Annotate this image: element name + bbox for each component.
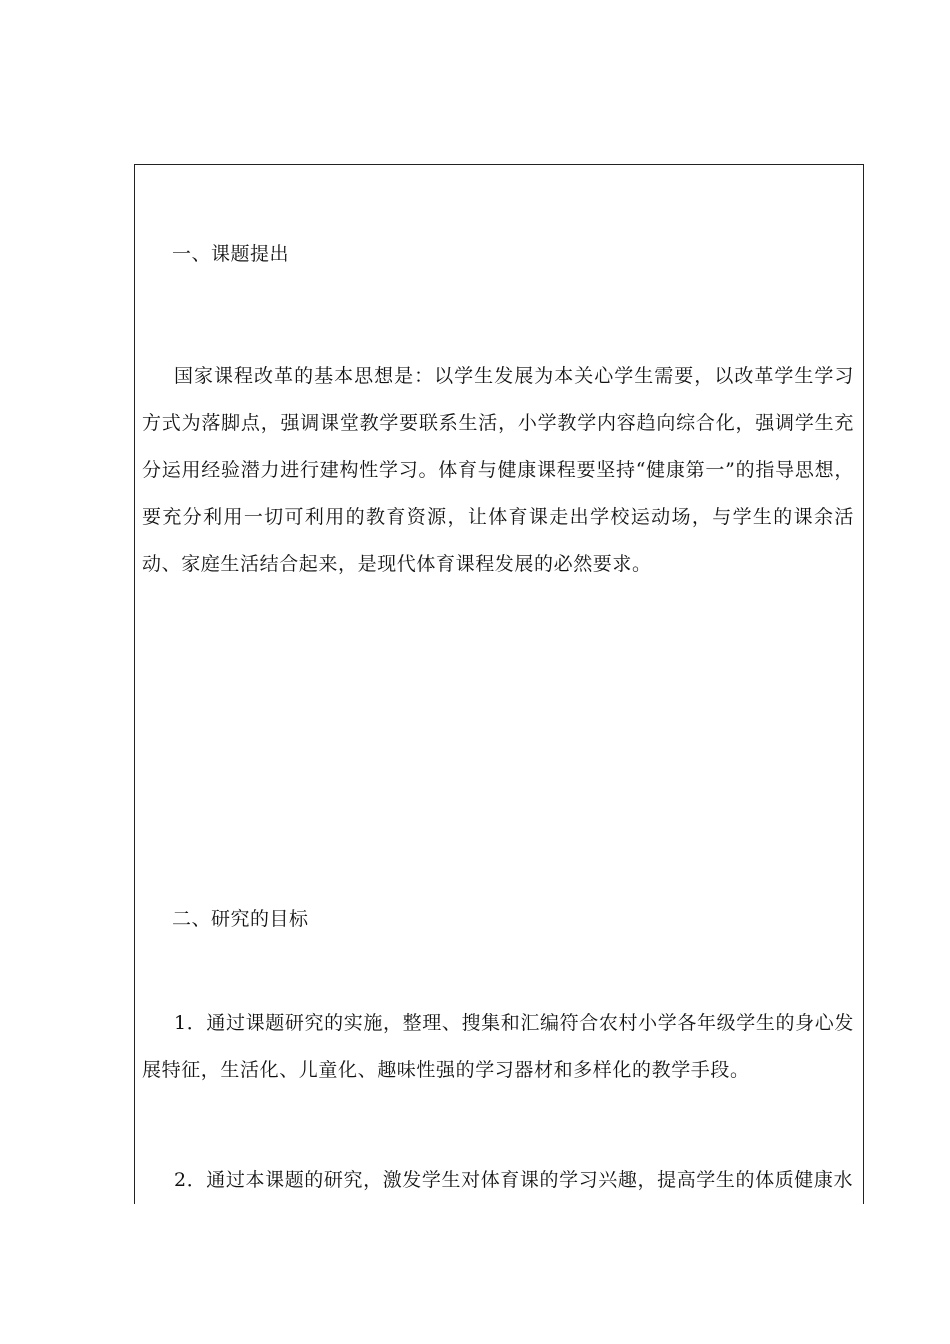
goal-item-1: 1．通过课题研究的实施，整理、搜集和汇编符合农村小学各年级学生的身心发展特征，生活化、儿童化、趣味性强的学习器材和多样化的教学手段。 xyxy=(142,1012,854,1081)
section-1-paragraph: 国家课程改革的基本思想是：以学生发展为本关心学生需要，以改革学生学习方式为落脚点，强调课堂教学要联系生活，小学教学内容趋向综合化，强调学生充分运用经验潜力进行建构性学习。体育与健康课程要坚持“健康第一”的指导思想，要充分利用一切可利用的教育资源，让体育课走出学校运动场，与学生的课余活动、家庭生活结合起来，是现代体育课程发展的必然要求。 xyxy=(142,365,854,575)
goal-item-2: 2．通过本课题的研究，激发学生对体育课的学习兴趣，提高学生的体质健康水 xyxy=(174,1169,854,1191)
section-heading-1: 一、课题提出 xyxy=(172,243,290,265)
section-heading-2: 二、研究的目标 xyxy=(172,908,309,930)
